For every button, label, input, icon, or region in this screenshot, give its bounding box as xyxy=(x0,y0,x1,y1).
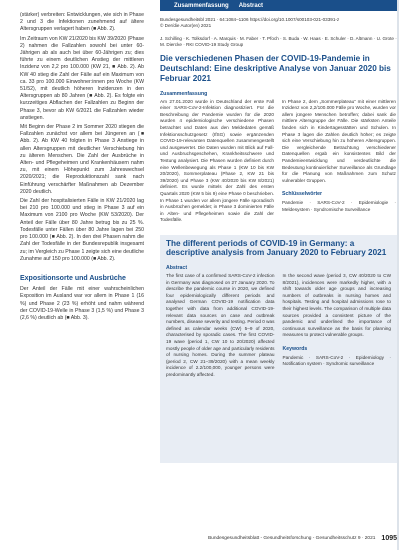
abstract-paragraph: The first case of a confirmed SARS-CoV-2 infection in Germany was diagnosed on 27 January 2020. To describe the pandemic course in 2020, we defined four epidemiologically different periods and analysed German COVID-19 notification data together with data from additional COVID-19-relevant data sources on case and outbreak numbers, disease severity and testing. Period 0 was defined as calendar weeks (CW) 5–9 of 2020, characterised by sporadic cases. The first COVID-19 wave (period 1, CW 10 to 20/2020) affected mostly people of older age and particularly residents of nursing homes. During the summer plateau (period 2, CW 21–39/2020) with a mean weekly incidence of 2.2/100,000, younger persons were predominantly affected. xyxy=(166,273,275,377)
body-paragraph: Der Anteil der Fälle mit einer wahrscheinlichen Exposition im Ausland war vor allem in Phase 1 (16 %) und Phase 2 (23 %) erhöht und nahm während der COVID-19-Welle in Phase 3 (1,5 %) und Phase 3 (2,6 %) deutlich ab (■ Abb. 3). xyxy=(20,286,144,321)
page-footer xyxy=(160,531,397,545)
german-keywords-heading: Schlüsselwörter xyxy=(282,191,323,198)
citation-line: Bundesgesundheitsbl 2021 · 64:1084–1106 https://doi.org/10.1007/s00103-021-03391-z xyxy=(160,17,340,22)
body-paragraph: (stärker) verbreiten: Entwicklungen, wie sich in Phase 2 und 3 die Infektionen zunehmend auf ältere Altersgruppen verlagert haben (■ Abb. 2). xyxy=(20,12,144,33)
german-title: Die verschiedenen Phasen der COVID-19-Pandemie in Deutschland: Eine deskriptive Analyse von Januar 2020 bis Februar 2021 xyxy=(160,54,391,83)
abstract-column xyxy=(160,0,397,463)
tab-abstract: Abstract xyxy=(238,2,264,9)
author-list: J. Schilling · K. Tolksdorf · A. Marquis · M. Faber · T. Pfoch · S. Buda · W. Haas · E. Schuler · D. Altmann · U. Grote · M. Diercke · RKI COVID-19 Study Group xyxy=(160,35,397,48)
left-column-body-text xyxy=(20,12,144,324)
german-section-heading: Zusammenfassung xyxy=(160,90,208,97)
german-abstract-col-2 xyxy=(282,99,396,227)
body-paragraph: Mit Beginn der Phase 2 im Sommer 2020 stiegen die Fallzahlen zunächst vor allem bei Jüngeren an (■ Abb. 2). Ab KW 40 folgten in Phase 3 Anstiege in allen Altersgruppen mit deutlicher Verschiebung hin zu älteren Menschen. Die Zahl der Ausbrüche in Alten- und Pflegeheimen und Krankenhäusern nahm zu, mit einem Höhepunkt zum Jahreswechsel 2020/2021; die Reproduktionszahl sank nach Einführung verschärfter Maßnahmen ab Dezember 2020 deutlich. xyxy=(20,124,144,195)
english-abstract-box xyxy=(160,235,397,463)
english-title: The different periods of COVID-19 in Germany: a descriptive analysis from January 2020 to February 2021 xyxy=(166,238,387,258)
english-abstract-body xyxy=(166,273,391,382)
body-paragraph: Im Zeitraum von KW 21/2020 bis KW 39/2020 (Phase 2) nahmen die Fallzahlen sowohl bei unter 60-Jährigen ab als auch bei über 60-Jährigen zu; dies führte zu einem deutlichen Anstieg der mittleren Inzidenz von 2,2 pro 100.000 (KW 21, ■ Abb. 2). Ab KW 40 stieg die Zahl der Fälle auf ein Maximum von ca. 33 pro 100.000 Einwohner:innen pro Woche (KW 51/52), mit deutlich höheren Inzidenzen in den Altersgruppen ab 80 Jahren (■ Abb. 2). Es folgte ein kurzzeitiges Abflachen der Fallzahlen zu Beginn der Phase 3, bevor ab KW 6/2021 die Fallzahlen wieder anstiegen. xyxy=(20,35,144,121)
english-abstract-col-2 xyxy=(283,273,392,382)
article-meta xyxy=(160,17,397,30)
english-keywords-heading: Keywords xyxy=(282,346,308,353)
abstract-paragraph: Am 27.01.2020 wurde in Deutschland der erste Fall einer SARS-CoV-2-Infektion diagnostiziert. Für die Beschreibung der Pandemie wurden für die 2020 wurden 4 epidemiologische verschiedene Phasen betrachtet und Daten aus den Meldedaten gemäß Infektionsschutzgesetz (IfSG) sowie ergänzenden COVID-19-relevanten Datenquellen zusammengestellt und ausgewertet. Die Daten wurden mit Blick auf Fall- und Ausbruchsgeschehen, Krankheitsschwere und Testung analysiert. Die Phasen wurden definiert durch eine Wellenbewegung als Phase 1 (KW 10 bis KW 20/2020), Sommerplateau (Phase 2, KW 21 bis 39/2020) und Phase 3 (KW 40/2020 bis KW 8/2021) definiert. Es wurde mittels der Zahl des ersten Quartals 2020 (KW 5 bis 9) eine Phase 0 beschrieben. In Phase 1 wurden vor allem jüngere Fälle sporadisch in Ausbrüchen gemeldet; in Phase 3 dominierten Fälle in Alten- und Pflegeheimen sowie die Zahl der Todesfälle. xyxy=(160,98,274,223)
german-abstract-col-1 xyxy=(160,99,274,227)
abstract-paragraph: In the second wave (period 3, CW 40/2020 to CW 8/2021), incidences were markedly higher, with a shift towards older age groups and increasing numbers of outbreaks in nursing homes and hospitals. Testing and hospital admissions rose to their highest levels. The comparison of multiple data sources provided a consistent picture of the pandemic and underlined the importance of continuous surveillance as the basis for planning measures to protect vulnerable groups. xyxy=(282,273,391,338)
english-section-heading: Abstract xyxy=(166,265,188,272)
copyright-line: © Der/die Autor(en) 2021 xyxy=(160,23,212,29)
page-edge-rule xyxy=(397,0,399,550)
page-number: 1095 xyxy=(381,534,397,542)
tab-zusammenfassung: Zusammenfassung xyxy=(174,2,229,9)
abstract-paragraph: In Phase 2, dem „Sommerplateau“ mit einer mittleren Inzidenz von 2,2/100.000 Fälle pro Woche, wurden vor allem jüngere Menschen betroffen; dabei sank die mittlere Altersgruppe der Fälle. Die stärksten Anteile fanden sich in Kindertagesstätten und Schulen. In Phase 3 lagen die Zahlen deutlich höher; es zeigte sich eine Verschiebung hin zu höheren Altersgruppen. Die vergleichende Betrachtung verschiedener Datenquellen ergab ein konsistentes Bild der Pandemieentwicklung und verdeutlichte die Bedeutung kontinuierlicher Surveillance als Grundlage für die Planung von Maßnahmen zum Schutz vulnerabler Gruppen. xyxy=(282,98,396,183)
german-abstract-body xyxy=(160,99,397,227)
english-keywords: Pandemic · SARS-CoV-2 · Epidemiology · Notification system · Syndromic surveillance xyxy=(282,354,391,367)
german-keywords: Pandemie · SARS-CoV-2 · Epidemiologie · Meldesystem · Syndromische Surveillance xyxy=(282,199,396,212)
section-heading-exposure: Expositionsorte und Ausbrüche xyxy=(20,274,126,282)
abstract-tab-bar xyxy=(160,0,397,11)
body-paragraph: Die Zahl der hospitalisierten Fälle in KW 21/2020 lag bei 210 pro 100.000 und stieg in Phase 3 auf ein Maximum von 2100 pro Woche (KW 53/2020). Der Anteil der Fälle über 80 Jahre betrug bis zu 25 %. Todesfälle unter Fällen über 80 Jahre lagen bei 250 pro 100.000 (■ Abb. 2). In den drei Phasen nahm die Zahl der Todesfälle in der Bundesrepublik insgesamt zu; im Vergleich zu Phase 1 zeigte sich eine deutliche Zunahme auf 150 pro 100.000 (■ Abb. 2). xyxy=(20,198,144,262)
journal-footer-text: Bundesgesundheitsblatt - Gesundheitsforschung - Gesundheitsschutz 9 · 2021 xyxy=(207,535,376,541)
english-abstract-col-1 xyxy=(166,273,275,382)
